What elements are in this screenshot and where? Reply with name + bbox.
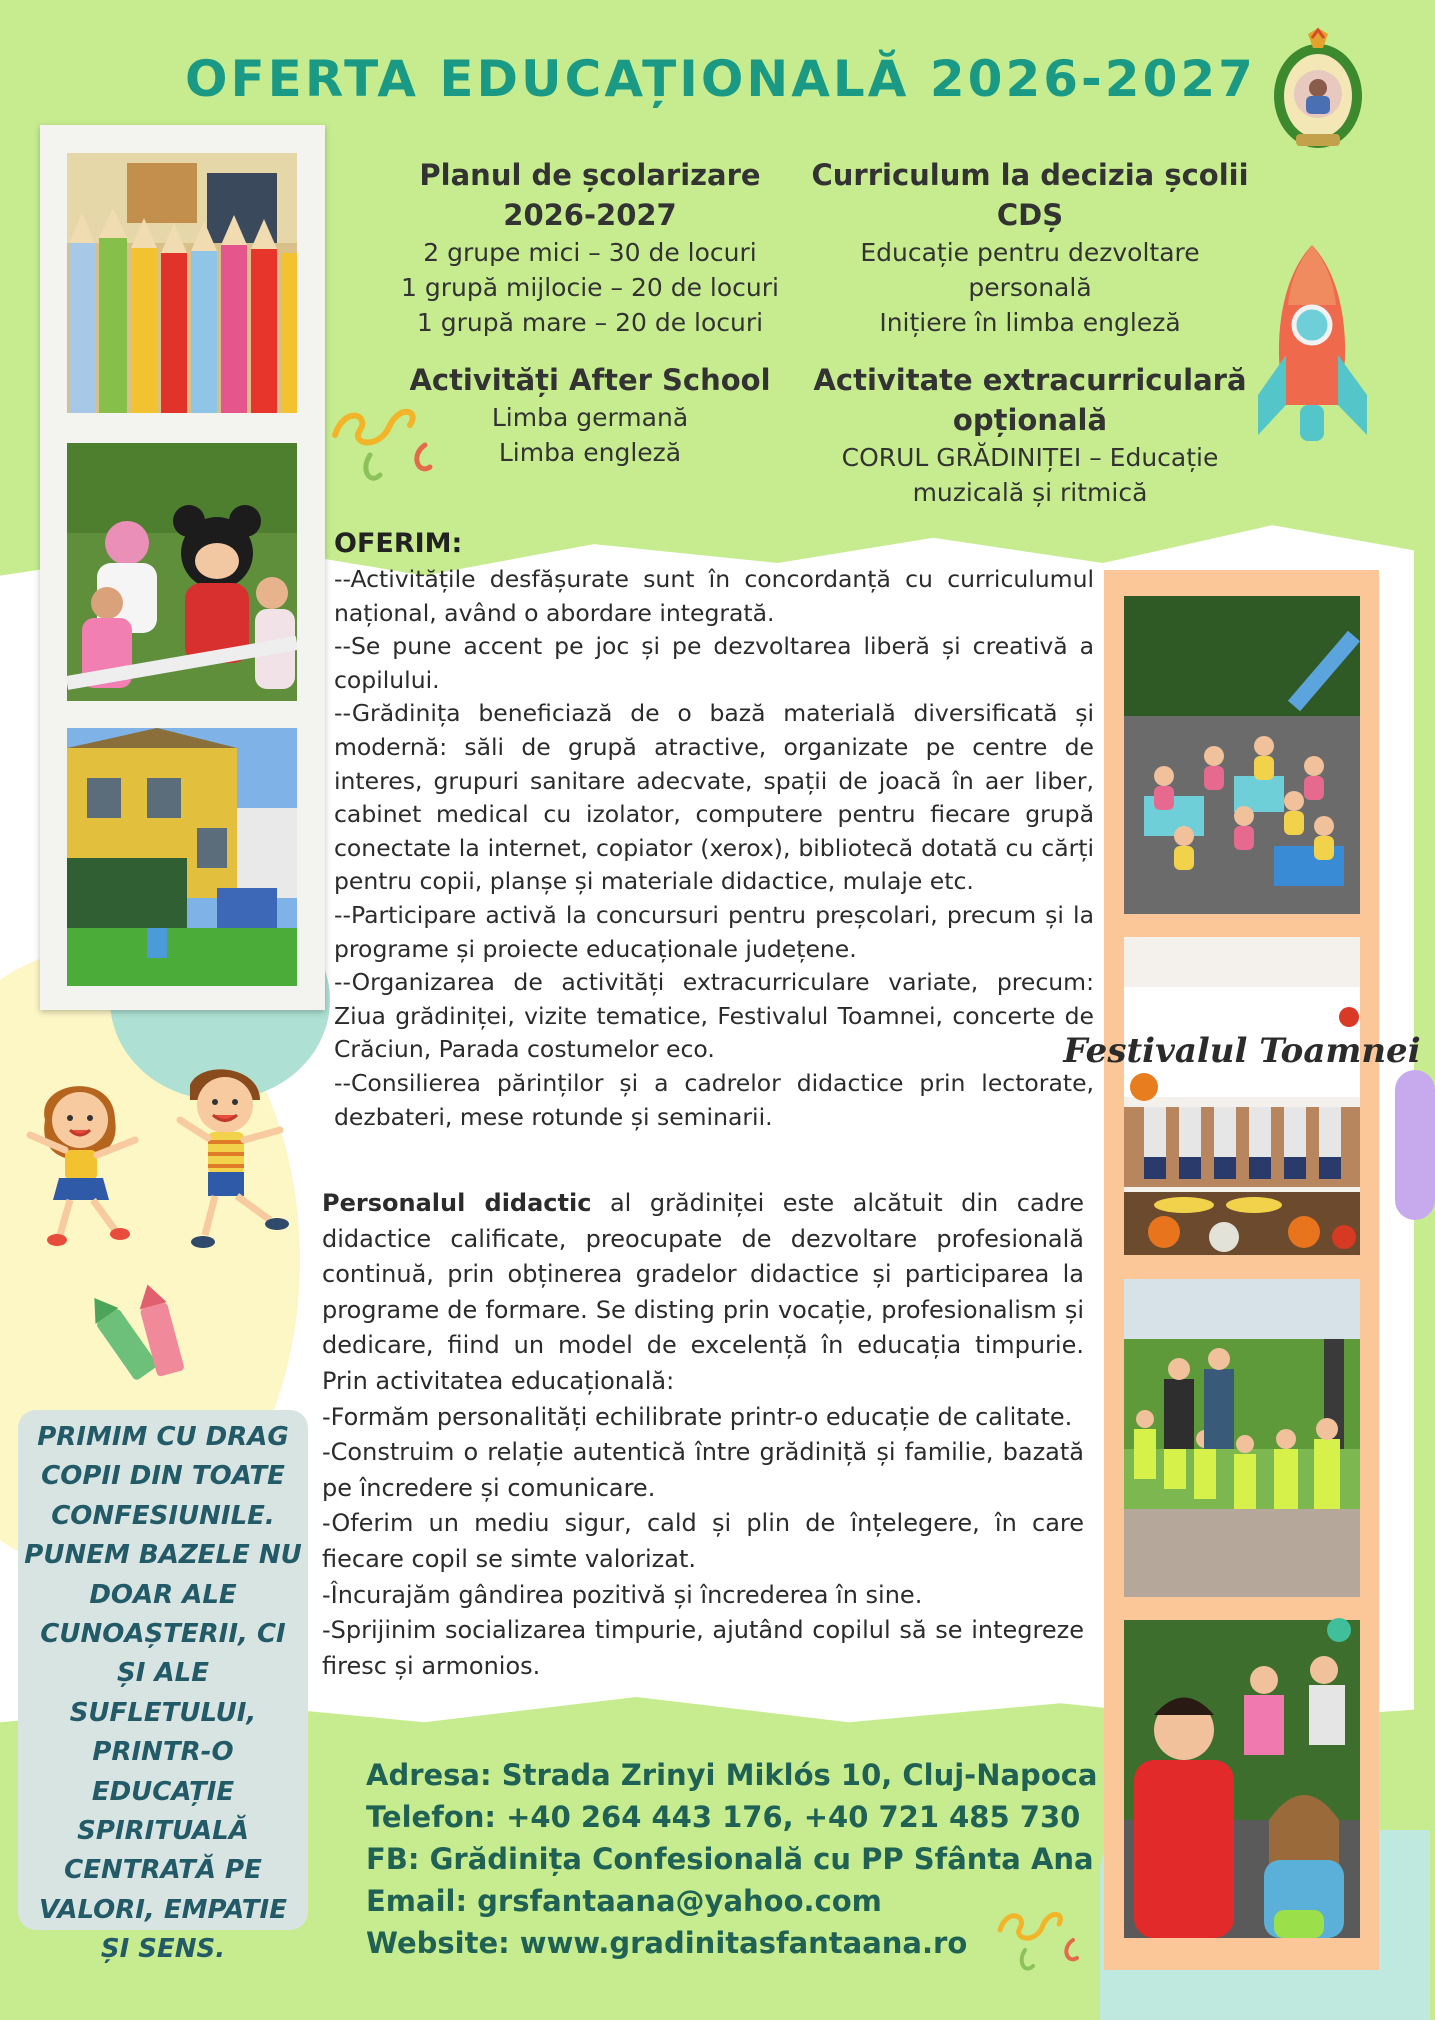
oferim-item: --Organizarea de activități extracurriculare variate, precum: Ziua grădiniței, vizite tematice, Festivalul Toamnei, concerte de Crăciun, Parada costumelor eco. [334, 968, 1094, 1064]
oferim-list [334, 563, 1094, 1134]
enrollment-item: 1 grupă mare – 20 de locuri [416, 308, 764, 337]
photo-children-park-trip [1124, 1279, 1360, 1597]
crayons-icon [95, 1280, 195, 1390]
right-photo-frame [1063, 570, 1421, 1970]
extracurricular-heading: Activitate extracurriculară [813, 363, 1247, 397]
oferim-item: --Grădinița beneficiază de o bază materială diversificată și modernă: săli de grupă atractive, organizate pe centre de interes, grupuri sanitare adecvate, spații de joacă în aer liber, cabinet medical cu izolator, computere pentru fiecare grupă conectate la internet, copiator (xerox), bibliotecă dotată cu cărți pentru copii, planșe și materiale didactice, mulaje etc. [334, 699, 1094, 896]
contact-address: Adresa: Strada Zrinyi Miklós 10, Cluj-Napoca [366, 1758, 1098, 1792]
enrollment-plan-block [380, 155, 800, 340]
staff-point: -Formăm personalități echilibrate printr-o educație de calitate. [322, 1402, 1073, 1431]
contact-email[interactable]: Email: grsfantaana@yahoo.com [366, 1884, 882, 1918]
rocket-icon [1250, 245, 1375, 455]
cds-abbreviation: CDȘ [996, 198, 1064, 232]
staff-section [322, 1186, 1084, 1684]
cds-block [810, 155, 1250, 340]
after-school-heading: Activități After School [409, 363, 771, 397]
contact-facebook: FB: Grădinița Confesională cu PP Sfânta Ana [366, 1842, 1094, 1876]
enrollment-item: 1 grupă mijlocie – 20 de locuri [401, 273, 779, 302]
cds-item: personală [968, 273, 1092, 302]
enrollment-plan-heading: Planul de școlarizare [419, 158, 761, 192]
extracurricular-optional: opțională [952, 403, 1108, 437]
page-title: OFERTA EDUCAȚIONALĂ 2026-2027 [185, 50, 1256, 108]
swirl-doodle-bottom-icon [995, 1900, 1085, 1980]
extracurricular-item: muzicală și ritmică [912, 478, 1148, 507]
oferim-heading: OFERIM: [334, 528, 463, 559]
contact-website[interactable]: Website: www.gradinitasfantaana.ro [366, 1926, 968, 1960]
extracurricular-item: CORUL GRĂDINIȚEI – Educație [841, 443, 1219, 472]
photo-giant-pencils [67, 153, 297, 413]
enrollment-plan-year: 2026-2027 [503, 198, 677, 232]
staff-lead: Personalul didactic [322, 1189, 592, 1217]
cds-item: Educație pentru dezvoltare [860, 238, 1200, 267]
after-school-item: Limba engleză [498, 438, 682, 467]
contact-phone: Telefon: +40 264 443 176, +40 721 485 730 [366, 1800, 1081, 1834]
photo-children-face-painting [1124, 1620, 1360, 1938]
photo-kindergarten-building [67, 728, 297, 986]
background-purple-tab [1395, 1070, 1435, 1220]
motto-text: PRIMIM CU DRAG COPII DIN TOATE CONFESIUNILE. PUNEM BAZELE NU DOAR ALE CUNOAȘTERII, CI ȘI ALE SUFLETULUI, PRINTR-O EDUCAȚIE SPIRITUALĂ CENTRATĂ PE VALORI, EMPATIE ȘI SENS. [24, 1422, 302, 1965]
after-school-item: Limba germană [491, 403, 689, 432]
children-playing-illustration [25, 1060, 305, 1260]
staff-point: -Oferim un mediu sigur, cald și plin de înțelegere, în care fiecare copil se simte valorizat. [322, 1509, 1084, 1573]
photo-autumn-festival [1063, 937, 1421, 1255]
photo-children-with-mascot [67, 443, 297, 701]
extracurricular-block [810, 360, 1250, 510]
staff-point: -Construim o relație autentică între grădiniță și familie, bazată pe încredere și comunicare. [322, 1438, 1084, 1502]
banner-text: Festivalul Toamnei [1063, 1031, 1421, 1071]
cds-item: Inițiere în limba engleză [879, 308, 1181, 337]
staff-intro [322, 1186, 1084, 1400]
enrollment-item: 2 grupe mici – 30 de locuri [423, 238, 757, 267]
cds-heading: Curriculum la decizia școlii [811, 158, 1249, 192]
oferim-item: --Se pune accent pe joc și pe dezvoltarea liberă și creativă a copilului. [334, 632, 1094, 694]
photo-children-outdoor-activity [1124, 596, 1360, 914]
kindergarten-logo-icon [1268, 28, 1368, 158]
oferim-item: --Participare activă la concursuri pentru preșcolari, precum și la programe și proiecte educaționale județene. [334, 900, 1094, 963]
staff-intro-text: al grădiniței este alcătuit din cadre didactice calificate, preocupate de dezvoltare profesională continuă, prin obținerea gradelor didactice și participarea la programe de formare. Se disting prin vocație, profesionalism și dedicare, fiind un model de excelență în educația timpurie. Prin activitatea educațională: [322, 1189, 1084, 1395]
staff-point: -Sprijinim socializarea timpurie, ajutând copilul să se integreze firesc și armonios. [322, 1616, 1084, 1680]
after-school-block [380, 360, 800, 470]
staff-point: -Încurajăm gândirea pozitivă și încrederea în sine. [322, 1580, 923, 1609]
left-photo-frame [40, 125, 325, 1010]
oferim-item: --Consilierea părinților și a cadrelor didactice prin lectorate, dezbateri, mese rotunde și seminarii. [334, 1068, 1094, 1131]
oferim-item: --Activitățile desfășurate sunt în concordanță cu curriculumul național, având o abordare integrată. [334, 565, 1094, 627]
